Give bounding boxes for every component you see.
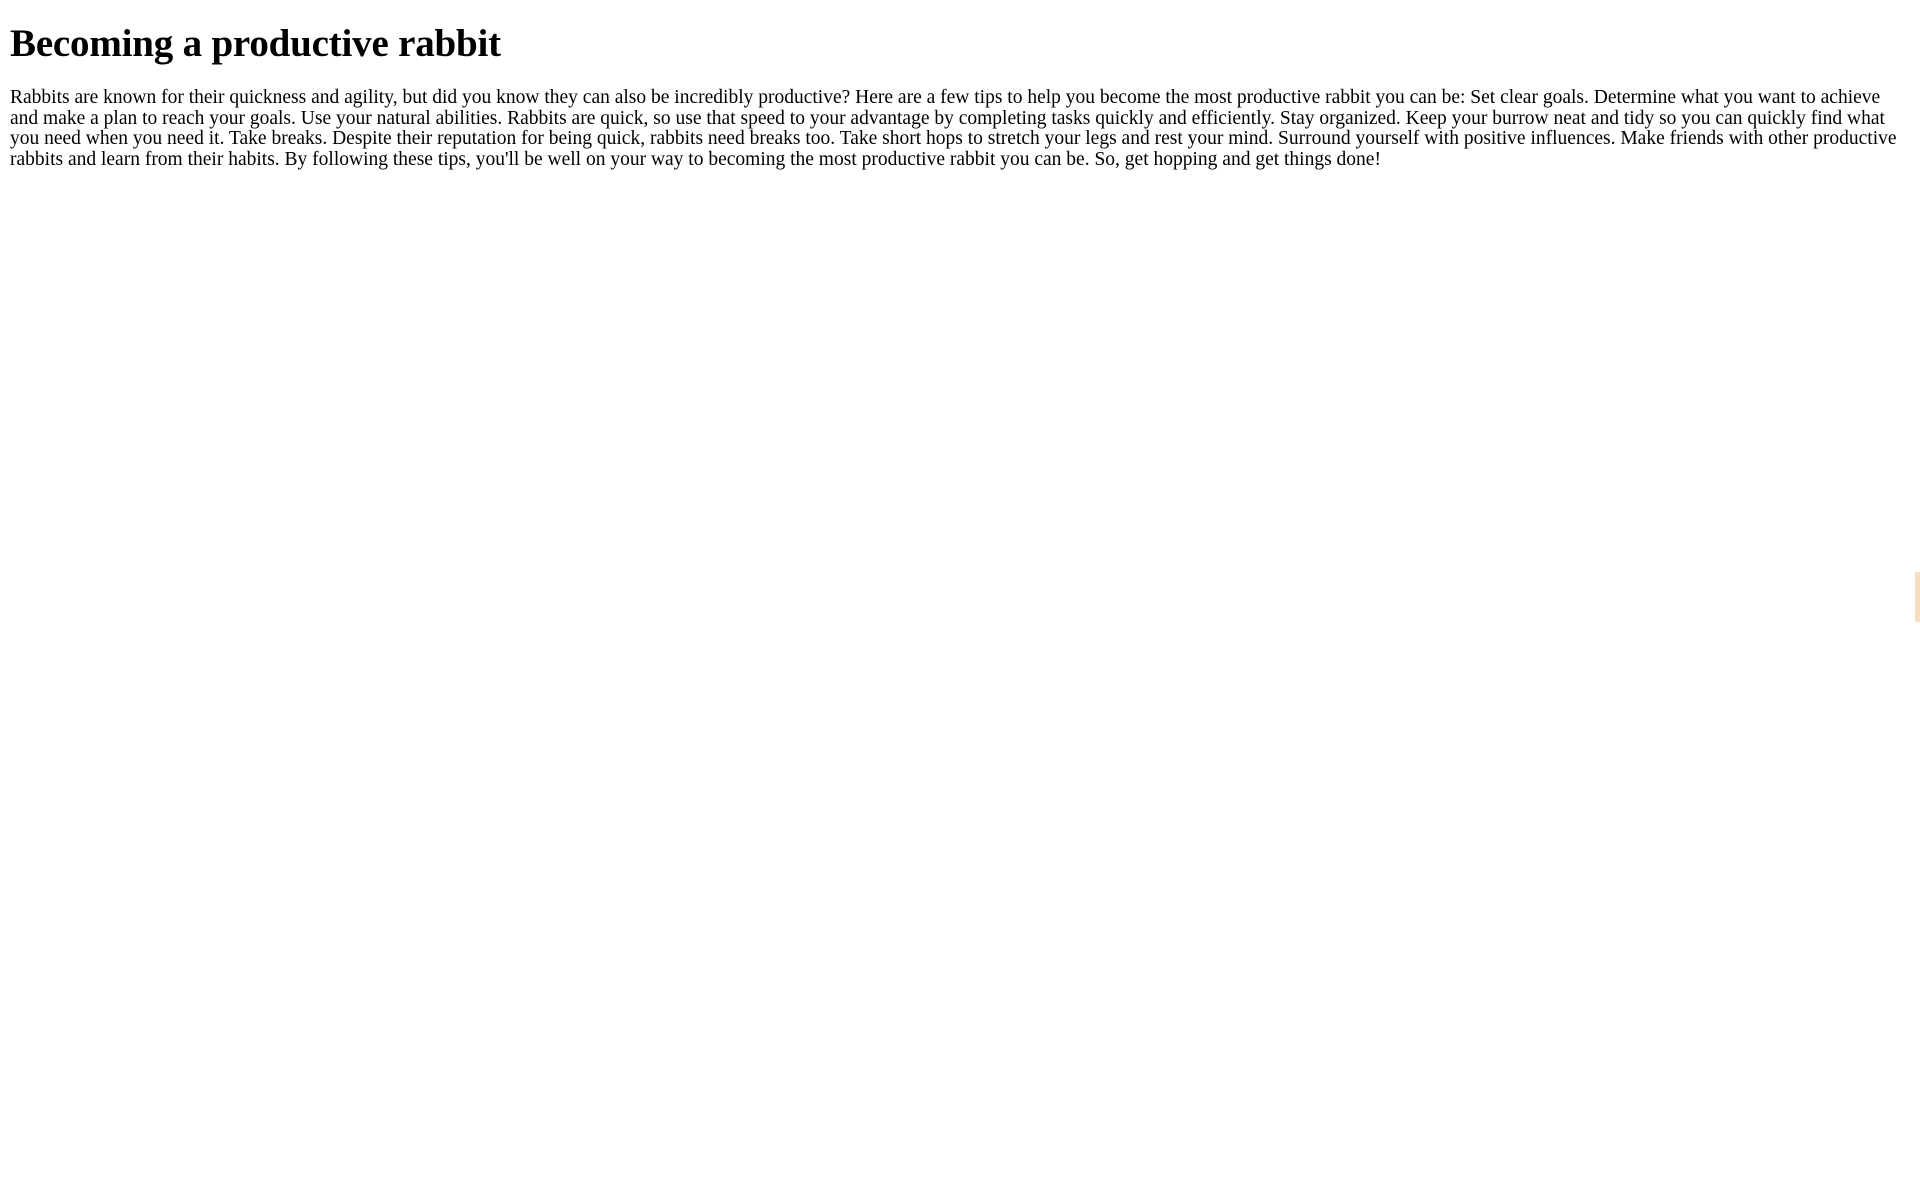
document-body-text: Rabbits are known for their quickness and agility, but did you know they can also be incredibly productive? Here are a few tips to help you become the most productive rabbit you can be: Set clear goals. Determine what you want to achieve and make a plan to reach your goals. Use your natural abilities. Rabbits are quick, so use that speed to your advantage by completing tasks quickly and efficiently. Stay organized. Keep your burrow neat and tidy so you can quickly find what you need when you need it. Take breaks. Despite their reputation for being quick, rabbits need breaks too. Take short hops to stretch your legs and rest your mind. Surround yourself with positive influences. Make friends with other productive rabbits and learn from their habits. By following these tips, you'll be well on your way to becoming the most productive rabbit you can be. So, get hopping and get things done! bbox=[10, 87, 1897, 170]
page-title: Becoming a productive rabbit bbox=[10, 22, 501, 65]
scrollbar-marker[interactable] bbox=[1915, 572, 1920, 622]
